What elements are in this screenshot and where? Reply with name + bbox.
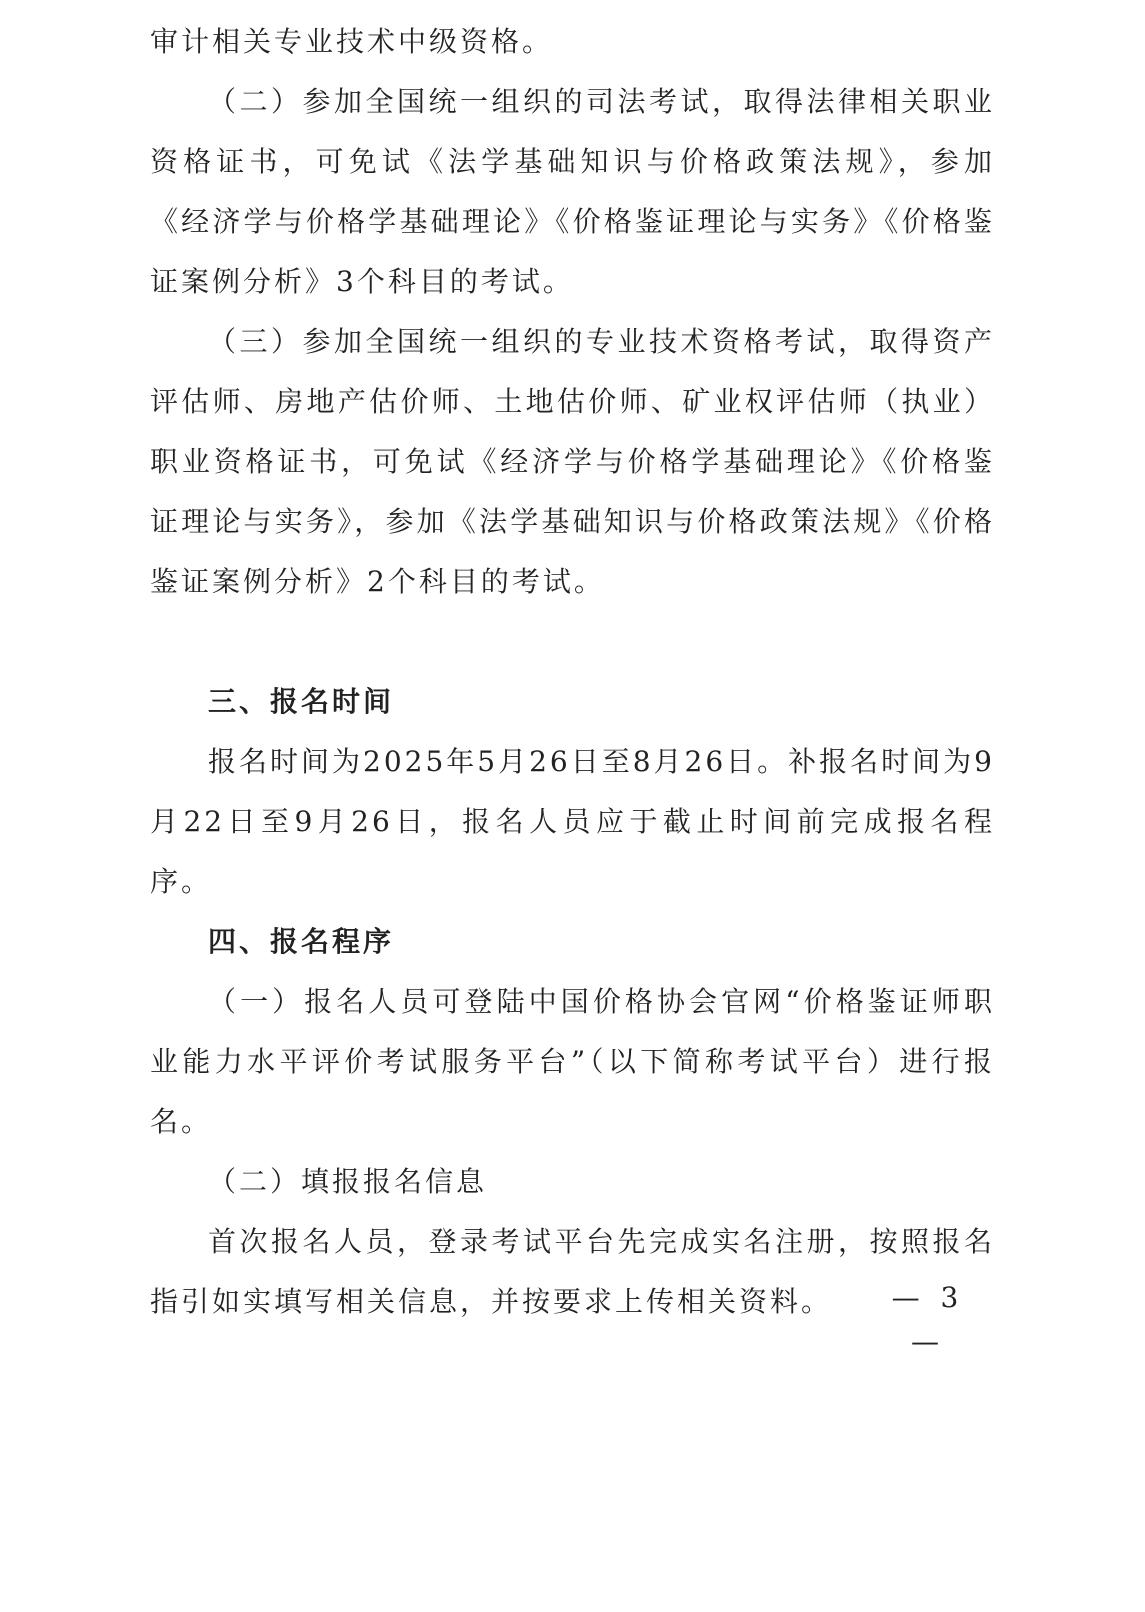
heading-registration-time: 三、报名时间 (208, 685, 395, 718)
paragraph-registration-time: 报名时间为2025年5月26日至8月26日。补报名时间为9月22日至9月26日，报名人员应于截止时间前完成报名程序。 (150, 745, 995, 898)
document-body (150, 12, 995, 1332)
paragraph-fill-info-title: （二）填报报名信息 (208, 1165, 488, 1198)
section-spacer (150, 612, 995, 672)
page-number: — 3 — (891, 1281, 965, 1358)
paragraph-first-time-registration: 首次报名人员，登录考试平台先完成实名注册，按照报名指引如实填写相关信息，并按要求上传相关资料。 (150, 1225, 995, 1318)
paragraph-professional-qualification-exemption: （三）参加全国统一组织的专业技术资格考试，取得资产评估师、房地产估价师、土地估价师、矿业权评估师（执业）职业资格证书，可免试《经济学与价格学基础理论》《价格鉴证理论与实务》，参加《法学基础知识与价格政策法规》《价格鉴证案例分析》2个科目的考试。 (150, 325, 995, 598)
heading-registration-procedure: 四、报名程序 (208, 925, 395, 958)
paragraph-registration-platform: （一）报名人员可登陆中国价格协会官网“价格鉴证师职业能力水平评价考试服务平台”（以下简称考试平台）进行报名。 (150, 985, 995, 1138)
paragraph-continuation: 审计相关专业技术中级资格。 (150, 25, 554, 58)
paragraph-judicial-exam-exemption: （二）参加全国统一组织的司法考试，取得法律相关职业资格证书，可免试《法学基础知识与价格政策法规》，参加《经济学与价格学基础理论》《价格鉴证理论与实务》《价格鉴证案例分析》3个科目的考试。 (150, 85, 995, 298)
